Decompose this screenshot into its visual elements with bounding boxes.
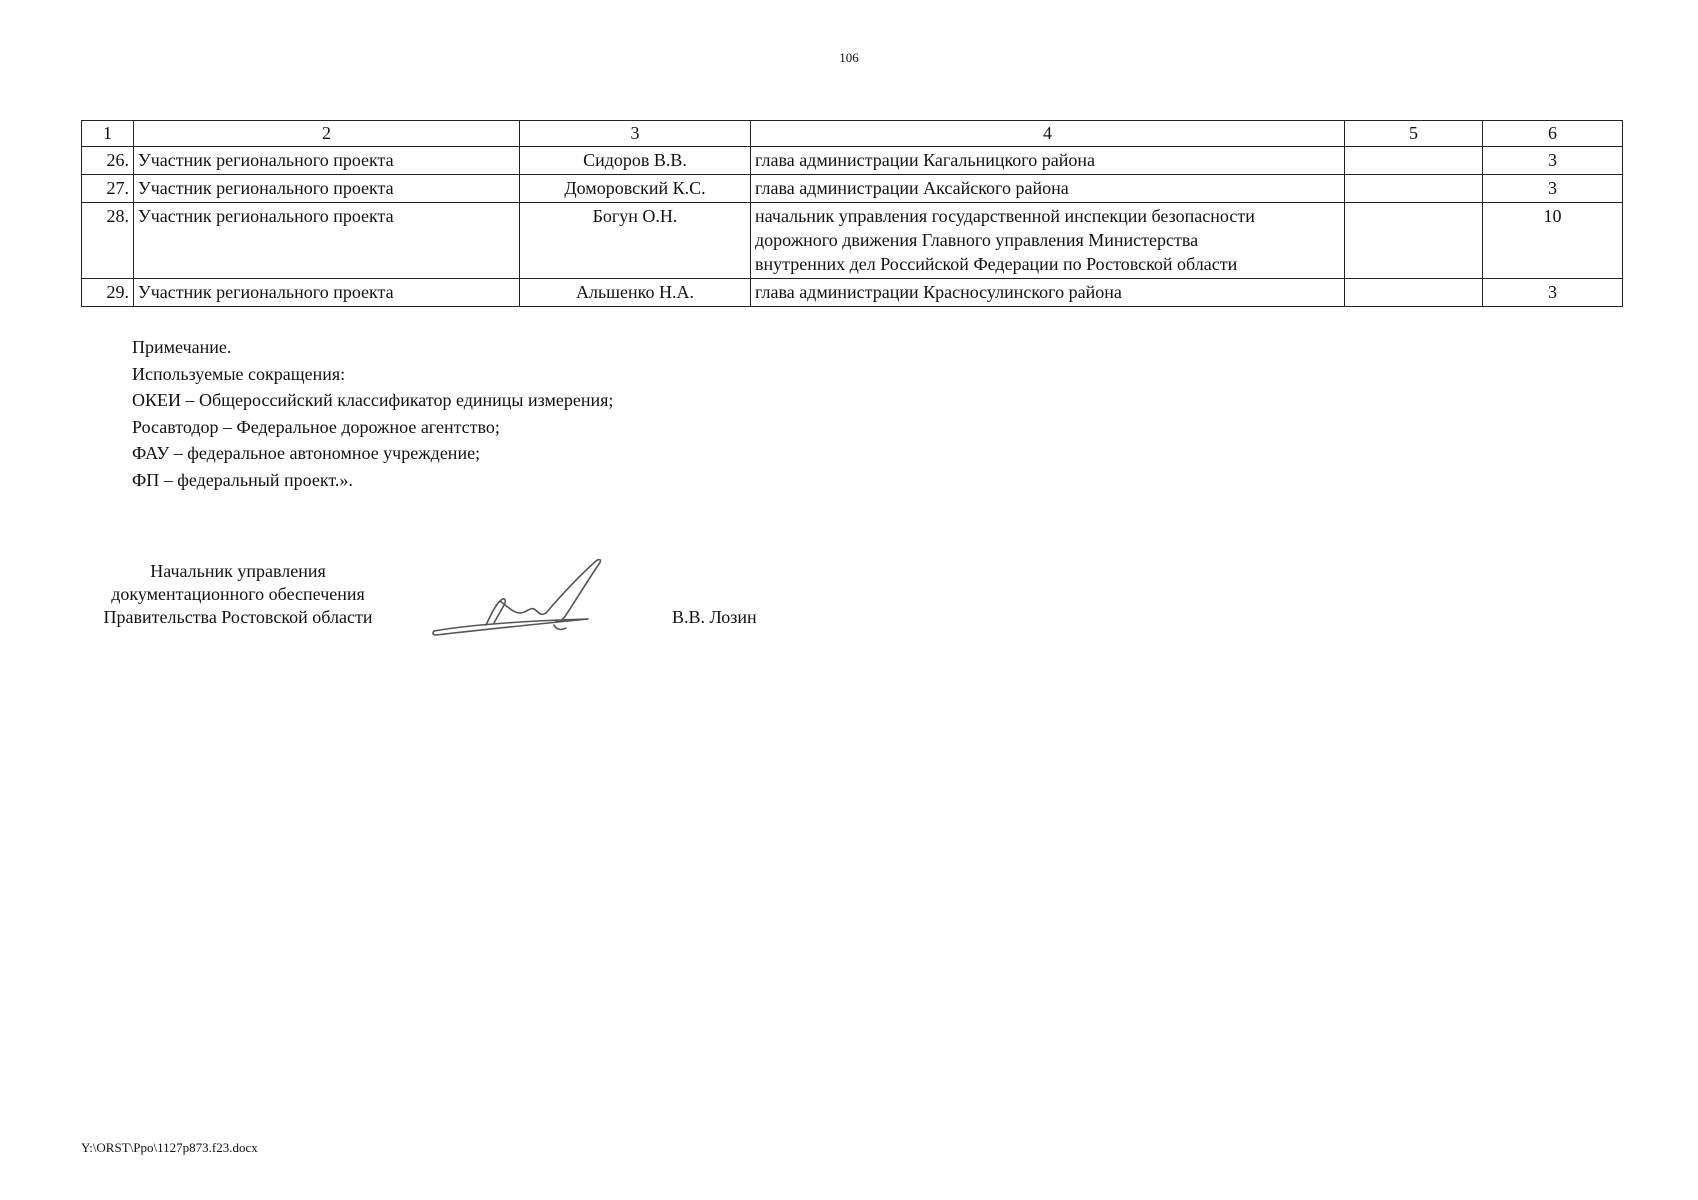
- row-number: 26.: [82, 147, 134, 175]
- table-row: [82, 203, 1623, 279]
- table-header-cell: 5: [1345, 121, 1483, 147]
- row-col6: 3: [1483, 175, 1623, 203]
- notes-line: Используемые сокращения:: [132, 363, 346, 384]
- table-header-cell: 1: [82, 121, 134, 147]
- handwritten-signature-icon: [428, 555, 628, 640]
- signatory-title: [78, 560, 398, 629]
- table-header-cell: 4: [751, 121, 1345, 147]
- signatory-name: В.В. Лозин: [672, 607, 757, 627]
- signatory-title-line: Правительства Ростовской области: [103, 607, 373, 627]
- row-name: Богун О.Н.: [520, 203, 751, 279]
- row-position: [751, 279, 1345, 307]
- row-name: Альшенко Н.А.: [520, 279, 751, 307]
- position-line: дорожного движения Главного управления Министерства: [755, 230, 1199, 250]
- position-line: начальник управления государственной инспекции безопасности: [755, 206, 1255, 226]
- table-header-cell: 3: [520, 121, 751, 147]
- notes-line: ФАУ – федеральное автономное учреждение;: [132, 443, 481, 463]
- notes-line: Росавтодор – Федеральное дорожное агентство;: [132, 416, 500, 437]
- table-header-cell: 2: [134, 121, 520, 147]
- position-line: глава администрации Аксайского района: [755, 178, 1069, 198]
- table-header-cell: 6: [1483, 121, 1623, 147]
- row-number: 29.: [82, 279, 134, 307]
- table-row: [82, 279, 1623, 307]
- row-col5: [1345, 203, 1483, 279]
- signatory-title-line: документационного обеспечения: [111, 584, 365, 604]
- table-row: [82, 175, 1623, 203]
- page-number: 106: [839, 50, 859, 65]
- notes-heading: Примечание.: [132, 337, 232, 357]
- row-role: Участник регионального проекта: [134, 147, 520, 175]
- row-role: Участник регионального проекта: [134, 203, 520, 279]
- row-col5: [1345, 279, 1483, 307]
- row-col6: 3: [1483, 147, 1623, 175]
- file-path: Y:\ORST\Ppo\1127p873.f23.docx: [81, 1140, 258, 1155]
- row-name: Сидоров В.В.: [520, 147, 751, 175]
- row-number: 27.: [82, 175, 134, 203]
- signatory-title-line: Начальник управления: [150, 561, 326, 581]
- row-name: Доморовский К.С.: [520, 175, 751, 203]
- row-col5: [1345, 175, 1483, 203]
- row-col5: [1345, 147, 1483, 175]
- row-col6: 10: [1483, 203, 1623, 279]
- row-position: [751, 147, 1345, 175]
- position-line: глава администрации Кагальницкого района: [755, 150, 1095, 170]
- row-role: Участник регионального проекта: [134, 279, 520, 307]
- row-position: [751, 203, 1345, 279]
- table-row: [82, 147, 1623, 175]
- row-number: 28.: [82, 203, 134, 279]
- notes-section: [132, 334, 613, 493]
- position-line: внутренних дел Российской Федерации по Ростовской области: [755, 254, 1238, 274]
- row-position: [751, 175, 1345, 203]
- notes-line: ОКЕИ – Общероссийский классификатор единицы измерения;: [132, 390, 614, 410]
- notes-line: ФП – федеральный проект.».: [132, 469, 353, 490]
- row-role: Участник регионального проекта: [134, 175, 520, 203]
- position-line: глава администрации Красносулинского района: [755, 282, 1122, 302]
- row-col6: 3: [1483, 279, 1623, 307]
- participants-table: [81, 120, 1623, 307]
- table-header-row: [82, 121, 1623, 147]
